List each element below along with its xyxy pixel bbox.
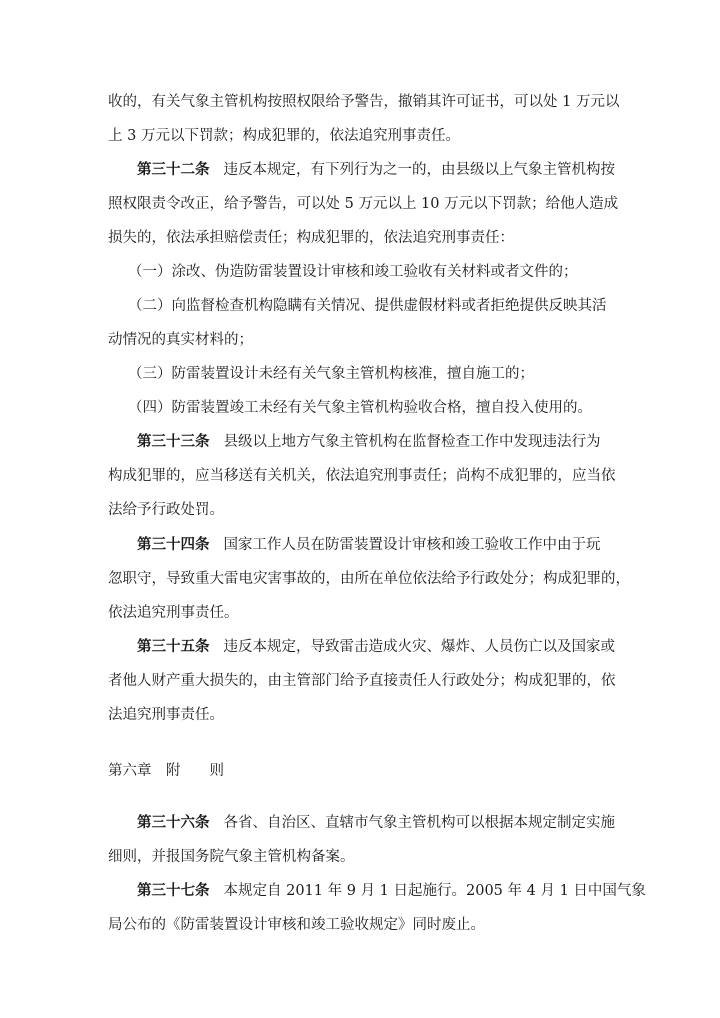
text-line-19 [108, 705, 224, 725]
line-text: 依法追究刑事责任。 [108, 605, 239, 621]
line-text: 损失的，依法承担赔偿责任；构成犯罪的，依法追究刑事责任： [108, 230, 514, 246]
line-text: 违反本规定，导致雷击造成火灾、爆炸、人员伤亡以及国家或 [223, 639, 615, 655]
line-text: 者他人财产重大损失的，由主管部门给予直接责任人行政处分；构成犯罪的，依 [108, 673, 616, 689]
text-line-4 [108, 194, 618, 214]
line-text: （四）防雷装置竣工未经有关气象主管机构验收合格，擅自投入使用的。 [128, 400, 592, 416]
text-line-12 [108, 466, 616, 486]
line-text: 国家工作人员在防雷装置设计审核和竣工验收工作中由于玩 [223, 537, 601, 553]
chapter-heading [108, 761, 224, 781]
line-text: 构成犯罪的，应当移送有关机关，依法追究刑事责任；尚构不成犯罪的，应当依 [108, 468, 616, 484]
article-32-heading-line [137, 160, 615, 180]
line-text: 法给予行政处罚。 [108, 502, 224, 518]
line-text: 各省、自治区、直辖市气象主管机构可以根据本规定制定实施 [223, 815, 615, 831]
article-label: 第三十二条 [137, 161, 210, 178]
line-text: 照权限责令改正，给予警告，可以处 5 万元以上 10 万元以下罚款；给他人造成 [108, 196, 619, 212]
line-text: 收的，有关气象主管机构按照权限给予警告，撤销其许可证书，可以处 1 万元以 [108, 94, 620, 110]
text-line-22 [108, 847, 355, 867]
text-line-1 [108, 92, 619, 112]
text-line-2 [108, 126, 460, 146]
text-line-16 [108, 603, 239, 623]
article-label: 第三十五条 [137, 638, 210, 655]
article-36-heading-line [137, 813, 615, 833]
line-text: 动情况的真实材料的； [108, 332, 253, 348]
text-line-24 [108, 915, 485, 935]
list-item-3 [128, 364, 534, 384]
article-label: 第三十四条 [137, 536, 210, 553]
article-label: 第三十六条 [137, 814, 210, 831]
line-text: 违反本规定，有下列行为之一的，由县级以上气象主管机构按 [223, 162, 615, 178]
line-text: （三）防雷装置设计未经有关气象主管机构核准，擅自施工的； [128, 366, 534, 382]
line-text: 局公布的《防雷装置设计审核和竣工验收规定》同时废止。 [108, 917, 485, 933]
article-34-heading-line [137, 535, 601, 555]
article-37-heading-line [137, 881, 646, 901]
list-item-2 [128, 296, 607, 316]
chapter-title: 第六章 附 则 [108, 763, 224, 779]
line-text: 上 3 万元以下罚款；构成犯罪的，依法追究刑事责任。 [108, 128, 460, 144]
text-line-13 [108, 500, 224, 520]
line-text: （一）涂改、伪造防雷装置设计审核和竣工验收有关材料或者文件的； [128, 264, 578, 280]
article-35-heading-line [137, 637, 615, 657]
text-line-18 [108, 671, 616, 691]
line-text: 法追究刑事责任。 [108, 707, 224, 723]
article-label: 第三十七条 [137, 882, 210, 899]
list-item-1 [128, 262, 578, 282]
line-text: 县级以上地方气象主管机构在监督检查工作中发现违法行为 [223, 434, 601, 450]
article-label: 第三十三条 [137, 433, 210, 450]
line-text: 本规定自 2011 年 9 月 1 日起施行。2005 年 4 月 1 日中国气象 [223, 883, 646, 899]
text-line-15 [108, 569, 630, 589]
list-item-4 [128, 398, 592, 418]
text-line-5 [108, 228, 514, 248]
article-33-heading-line [137, 432, 601, 452]
list-item-2-continued [108, 330, 253, 350]
line-text: 细则，并报国务院气象主管机构备案。 [108, 849, 355, 865]
line-text: 忽职守，导致重大雷电灾害事故的，由所在单位依法给予行政处分；构成犯罪的， [108, 571, 630, 587]
line-text: （二）向监督检查机构隐瞒有关情况、提供虚假材料或者拒绝提供反映其活 [128, 298, 607, 314]
